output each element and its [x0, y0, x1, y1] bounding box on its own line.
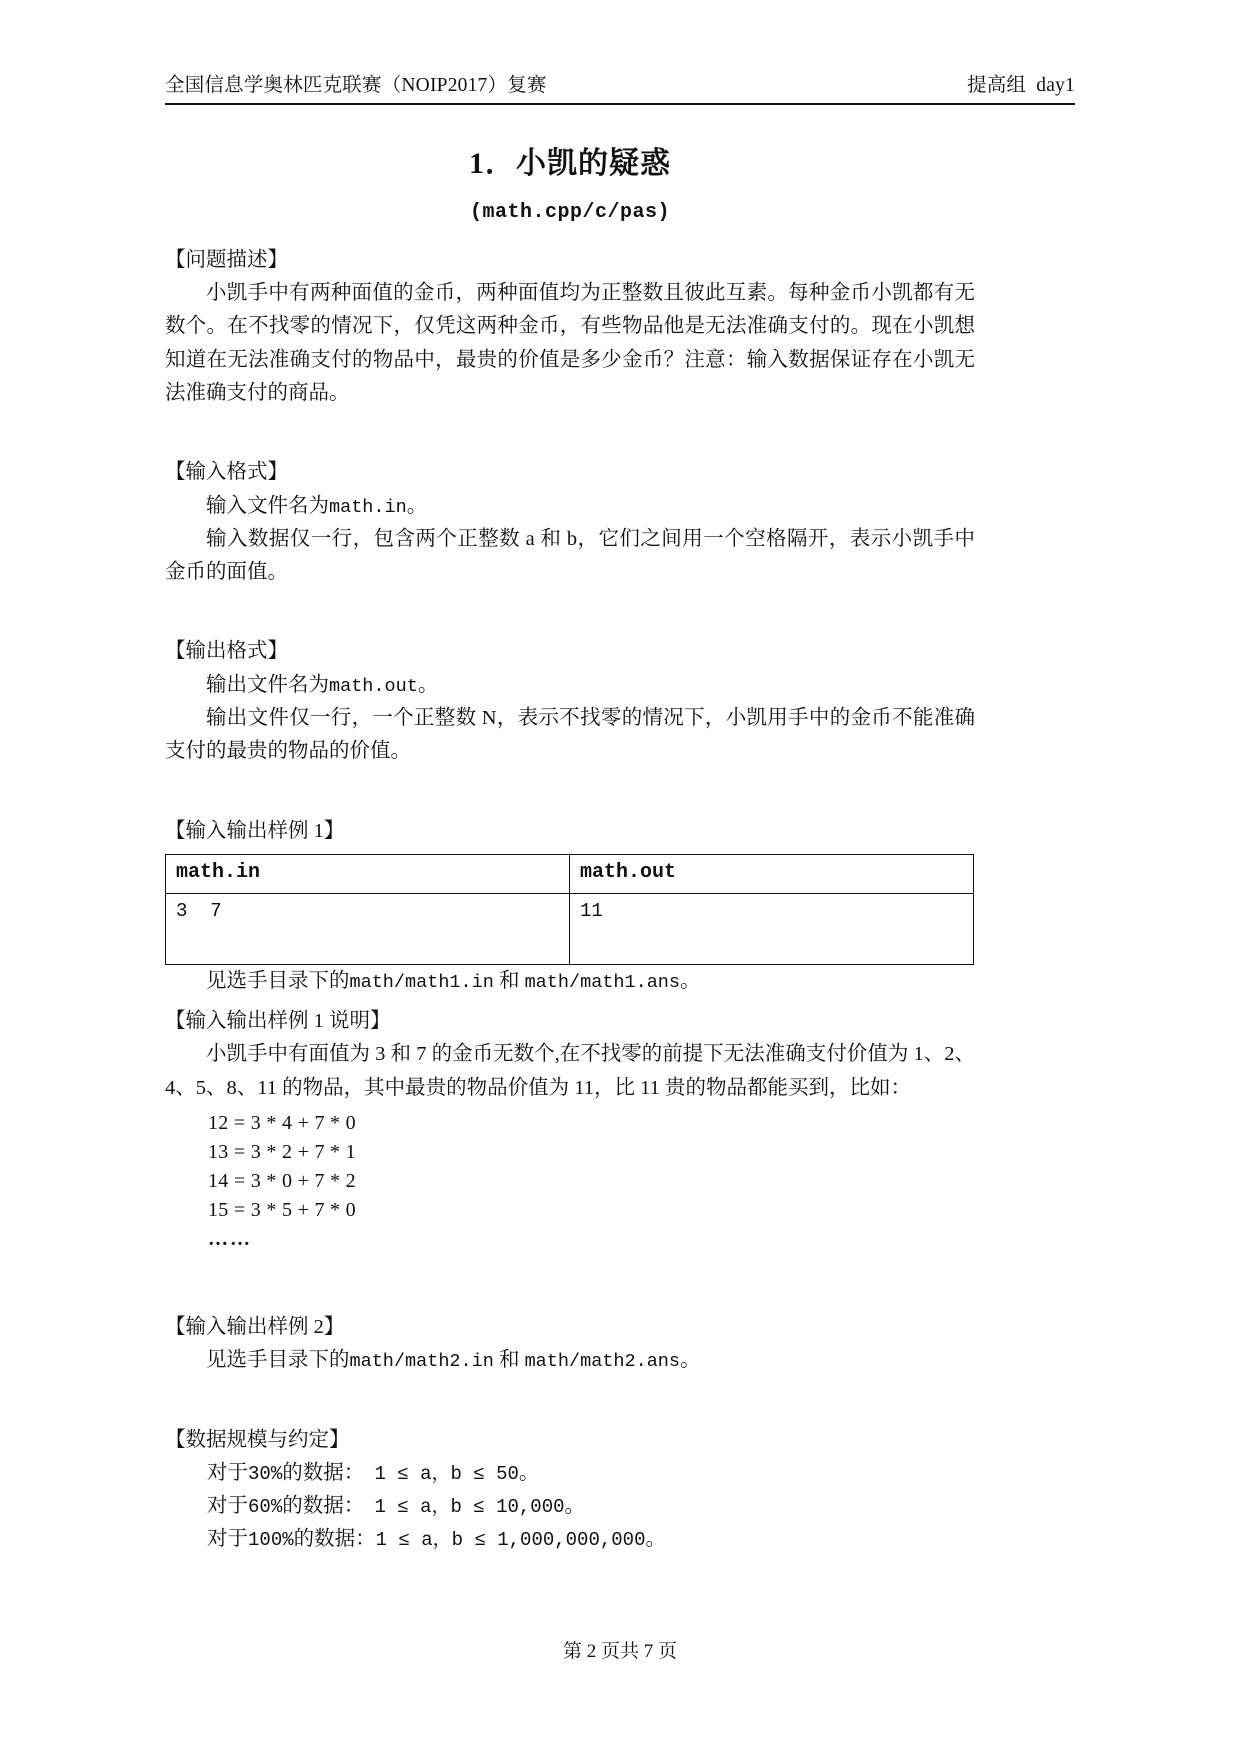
input-filename: math.in: [329, 496, 407, 518]
constraint-label-2: 的数据：: [293, 1527, 376, 1550]
sample-1-explanation-text: 小凯手中有面值为 3 和 7 的金币无数个,在不找零的前提下无法准确支付价值为 1、2、4、5、8、11 的物品，其中最贵的物品价值为 11，比 11 贵的物品都能买到，比如：: [165, 1043, 975, 1099]
constraint-label-2: 的数据：: [282, 1462, 365, 1485]
problem-description-text: 小凯手中有两种面值的金币，两种面值均为正整数且彼此互素。每种金币小凯都有无数个。在不找零的情况下，仅凭这两种金币，有些物品他是无法准确支付的。现在小凯想知道在无法准确支付的物品中，最贵的价值是多少金币？注意：输入数据保证存在小凯无法准确支付的商品。: [165, 282, 975, 404]
table-header-input: math.in: [166, 855, 570, 894]
table-header-row: [166, 855, 974, 894]
sample-1-file-note: [165, 965, 975, 998]
spacer: [165, 1255, 975, 1291]
equation-item: 15 = 3 * 5 + 7 * 0: [208, 1199, 356, 1222]
constraint-percent: 100%: [248, 1528, 294, 1551]
input-format-filename-suffix: 。: [406, 494, 428, 517]
constraint-range: 1 ≤ a，b ≤ 10,000: [374, 1496, 565, 1519]
section-heading-problem-description: 【问题描述】: [165, 248, 288, 271]
sample-1-table: [165, 854, 974, 965]
constraint-label: 对于: [207, 1462, 249, 1485]
constraint-percent: 60%: [248, 1496, 283, 1519]
output-format-filename-suffix: 。: [417, 674, 439, 697]
sample-1-note-prefix: 见选手目录下的: [206, 970, 350, 993]
sample-2-note-mid: 和: [498, 1349, 520, 1372]
spacer: [165, 769, 975, 795]
equation-item: 12 = 3 * 4 + 7 * 0: [208, 1111, 356, 1134]
constraint-suffix: 。: [518, 1462, 540, 1485]
section-heading-output-format: 【输出格式】: [165, 640, 288, 663]
sample-1-note-mid: 和: [498, 970, 520, 993]
spacer: [165, 589, 975, 615]
problem-filename-subtitle: (math.cpp/c/pas): [469, 200, 671, 224]
equation-item: 14 = 3 * 0 + 7 * 2: [208, 1170, 356, 1193]
output-filename: math.out: [329, 676, 418, 698]
page-title: 1．小凯的疑惑: [469, 147, 671, 180]
constraint-range: 1 ≤ a，b ≤ 50: [374, 1463, 519, 1486]
sample-1-input-path: math/math1.in: [349, 972, 494, 994]
sample-1-answer-path: math/math1.ans: [524, 972, 681, 994]
spacer: [165, 1378, 975, 1404]
output-format-description: 输出文件仅一行，一个正整数 N，表示不找零的情况下，小凯用手中的金币不能准确支付的最贵的物品的价值。: [165, 707, 975, 763]
section-heading-sample-1-explanation: 【输入输出样例 1 说明】: [165, 1009, 391, 1032]
section-heading-sample-1: 【输入输出样例 1】: [165, 819, 345, 842]
section-heading-input-format: 【输入格式】: [165, 461, 288, 484]
sample-2-answer-path: math/math2.ans: [524, 1351, 681, 1373]
sample-2-input-path: math/math2.in: [349, 1351, 494, 1373]
page-header: [165, 74, 1075, 105]
sample-1-note-suffix: 。: [680, 970, 701, 993]
sample-output-value: 11: [570, 894, 974, 965]
section-heading-sample-2: 【输入输出样例 2】: [165, 1315, 345, 1338]
equation-ellipsis: ……: [208, 1228, 252, 1251]
input-format-description: 输入数据仅一行，包含两个正整数 a 和 b，它们之间用一个空格隔开，表示小凯手中金币的面值。: [165, 527, 975, 584]
sample-2-note-prefix: 见选手目录下的: [206, 1349, 350, 1372]
constraint-percent: 30%: [248, 1463, 283, 1486]
header-group-day: 提高组 day1: [967, 75, 1075, 96]
equation-list: [165, 1109, 975, 1226]
sample-2-note-suffix: 。: [680, 1349, 701, 1372]
output-format-filename-line: [165, 669, 975, 702]
sample-input-value: 3 7: [166, 894, 570, 965]
table-row: [166, 894, 974, 965]
constraint-suffix: 。: [564, 1495, 586, 1518]
constraint-row: [165, 1523, 975, 1556]
output-format-filename-prefix: 输出文件名为: [206, 674, 329, 697]
constraint-range: 1 ≤ a，b ≤ 1,000,000,000: [375, 1528, 646, 1551]
document-content: [165, 130, 975, 1556]
equation-item: 13 = 3 * 2 + 7 * 1: [208, 1140, 356, 1163]
constraint-label: 对于: [207, 1527, 249, 1550]
section-heading-constraints: 【数据规模与约定】: [165, 1428, 350, 1451]
constraint-label-2: 的数据：: [282, 1495, 365, 1518]
constraint-suffix: 。: [645, 1527, 666, 1550]
constraint-row: [165, 1457, 975, 1490]
input-format-filename-prefix: 输入文件名为: [206, 494, 329, 517]
header-contest-name: 全国信息学奥林匹克联赛（NOIP2017）复赛: [165, 75, 547, 96]
constraint-row: [165, 1490, 975, 1523]
spacer: [165, 410, 975, 436]
table-header-output: math.out: [570, 855, 974, 894]
input-format-filename-line: [165, 490, 975, 523]
constraint-label: 对于: [207, 1495, 249, 1518]
page-footer: 第 2 页共 7 页: [562, 1641, 677, 1662]
sample-2-file-note: [165, 1344, 975, 1377]
